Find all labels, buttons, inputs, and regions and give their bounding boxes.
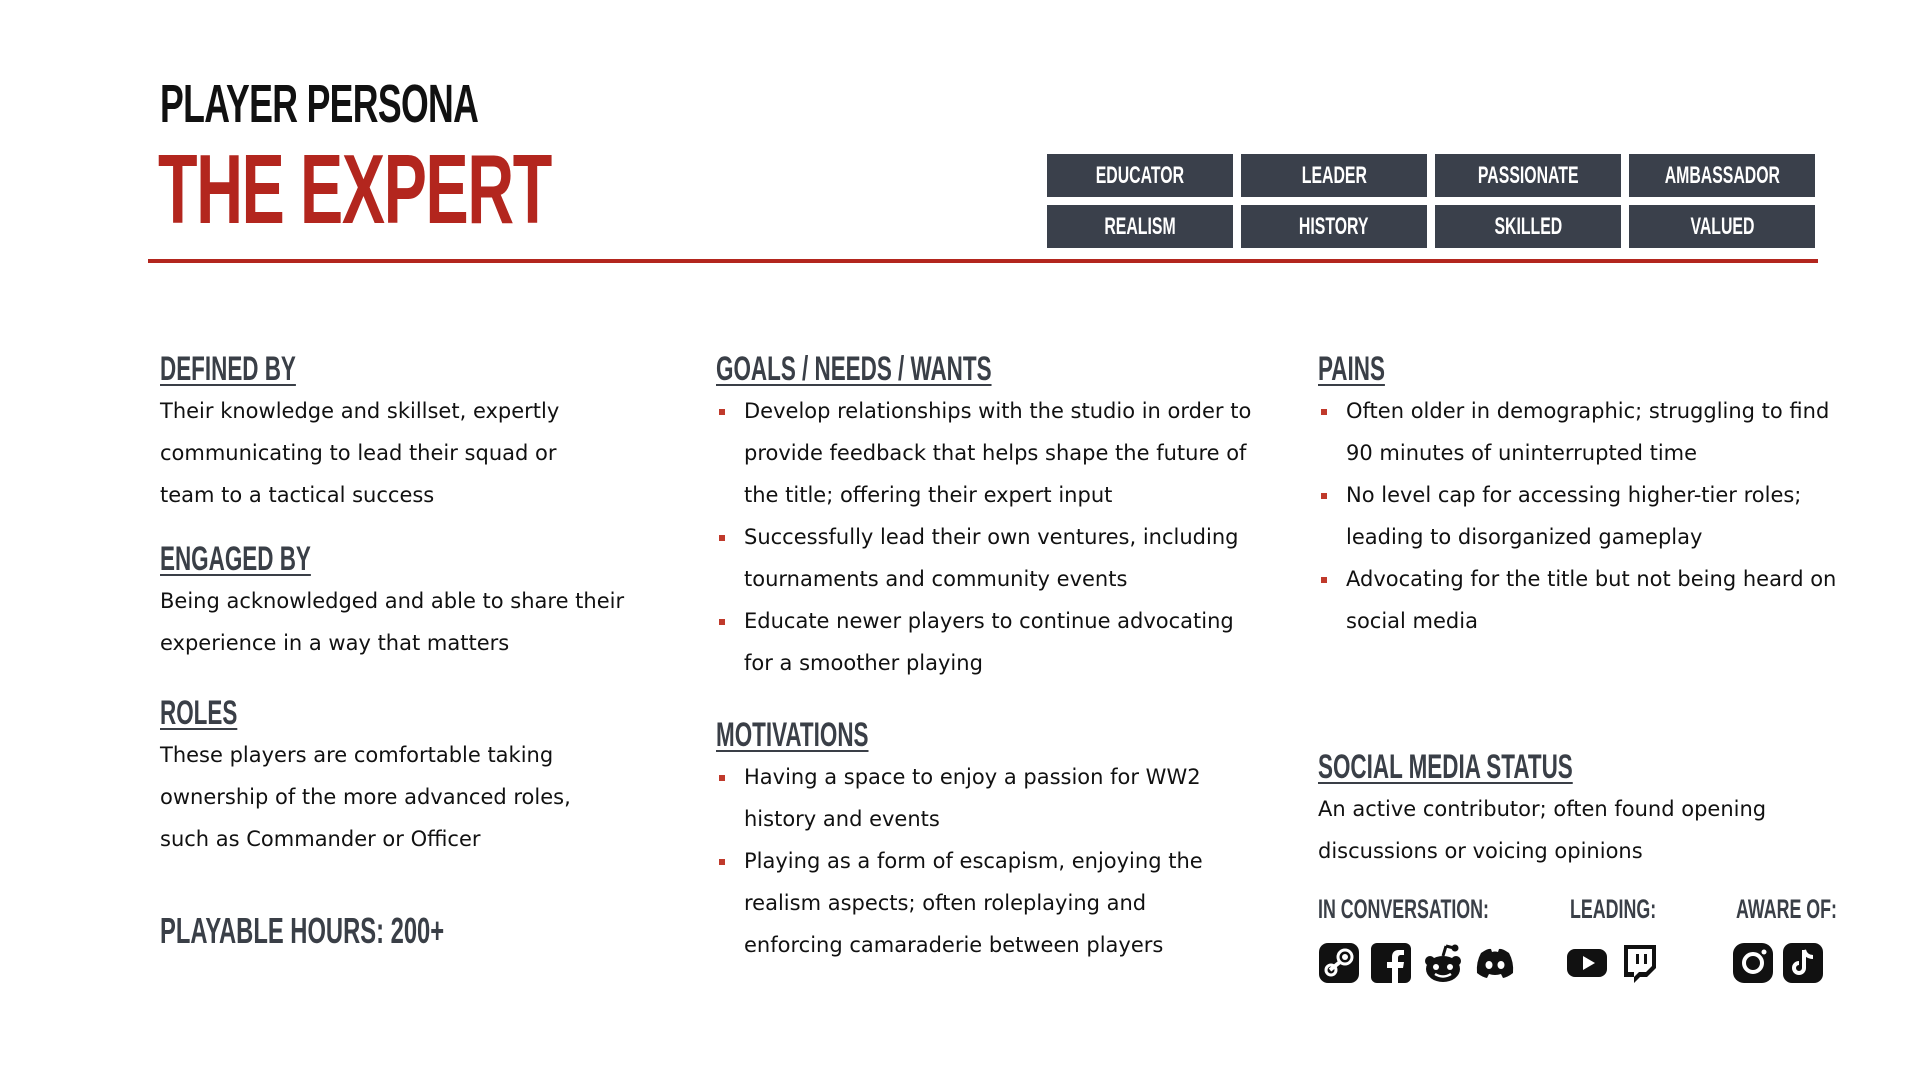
social-heading: SOCIAL MEDIA STATUS — [1318, 748, 1573, 786]
tag-skilled: SKILLED — [1435, 205, 1621, 248]
social-text: An active contributor; often found opening discussions or voicing opinions — [1318, 797, 1767, 863]
goal-item: Educate newer players to continue advocating for a smoother playing — [716, 600, 1256, 684]
persona-kicker: PLAYER PERSONA — [160, 74, 479, 134]
goals-heading: GOALS / NEEDS / WANTS — [716, 350, 992, 388]
roles-heading: ROLES — [160, 694, 238, 732]
tag-realism: REALISM — [1047, 205, 1233, 248]
engaged-by-text: Being acknowledged and able to share their experience in a way that matters — [160, 589, 625, 655]
reddit-icon — [1422, 942, 1464, 984]
tag-valued: VALUED — [1629, 205, 1815, 248]
motivation-item: Having a space to enjoy a passion for WW2 history and events — [716, 756, 1216, 840]
pain-item: No level cap for accessing higher-tier roles; leading to disorganized gameplay — [1318, 474, 1838, 558]
defined-by-text: Their knowledge and skillset, expertly communicating to lead their squad or team to a tactical success — [160, 399, 560, 507]
instagram-icon — [1732, 942, 1774, 984]
steam-icon — [1318, 942, 1360, 984]
pains-heading: PAINS — [1318, 350, 1385, 388]
roles-text: These players are comfortable taking ownership of the more advanced roles, such as Commander or Officer — [160, 743, 571, 851]
defined-by-heading: DEFINED BY — [160, 350, 296, 388]
motivation-item: Playing as a form of escapism, enjoying the realism aspects; often roleplaying and enforcing camaraderie between players — [716, 840, 1216, 966]
engaged-by-heading: ENGAGED BY — [160, 540, 311, 578]
tag-passionate: PASSIONATE — [1435, 154, 1621, 197]
goal-item: Successfully lead their own ventures, including tournaments and community events — [716, 516, 1256, 600]
twitch-icon — [1618, 942, 1660, 984]
leading-label: LEADING: — [1570, 894, 1657, 924]
pain-item: Advocating for the title but not being heard on social media — [1318, 558, 1838, 642]
tag-history: HISTORY — [1241, 205, 1427, 248]
tag-leader: LEADER — [1241, 154, 1427, 197]
goals-list — [716, 390, 1256, 684]
youtube-icon — [1566, 942, 1608, 984]
goals-list-viewport — [716, 390, 1256, 694]
social-icons — [1318, 942, 1858, 990]
tag-grid — [1047, 154, 1820, 248]
motivations-heading: MOTIVATIONS — [716, 716, 869, 754]
middle-column — [716, 350, 1256, 966]
social-labels — [1318, 894, 1858, 934]
motivations-list — [716, 756, 1216, 966]
right-column — [1318, 350, 1858, 990]
tag-ambassador: AMBASSADOR — [1629, 154, 1815, 197]
facebook-icon — [1370, 942, 1412, 984]
pains-list — [1318, 390, 1838, 642]
discord-icon — [1474, 942, 1516, 984]
persona-title: THE EXPERT — [158, 134, 551, 244]
header-divider — [148, 259, 1818, 263]
tag-educator: EDUCATOR — [1047, 154, 1233, 197]
playable-hours: PLAYABLE HOURS: 200+ — [160, 910, 445, 951]
goal-item: Develop relationships with the studio in order to provide feedback that helps shape the future of the title; offering their expert input — [716, 390, 1256, 516]
in-conversation-label: IN CONVERSATION: — [1318, 894, 1489, 924]
pain-item: Often older in demographic; struggling to find 90 minutes of uninterrupted time — [1318, 390, 1838, 474]
tiktok-icon — [1782, 942, 1824, 984]
aware-of-label: AWARE OF: — [1736, 894, 1837, 924]
left-column — [160, 350, 680, 952]
